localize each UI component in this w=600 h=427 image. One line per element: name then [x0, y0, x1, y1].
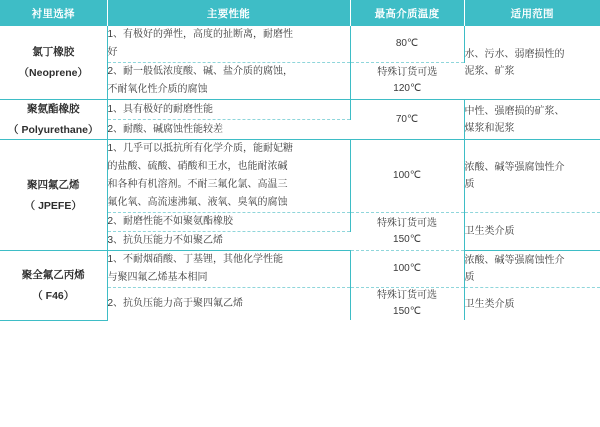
properties-cell	[107, 213, 350, 232]
temp-value: 100℃	[393, 263, 421, 274]
scope-cell	[464, 251, 600, 288]
max-temp-cell	[350, 251, 464, 288]
column-header-max-temp: 最高介质温度	[350, 0, 464, 26]
table-header-row	[0, 0, 600, 26]
temp-note: 特殊订货可选	[377, 67, 438, 78]
scope-line: 卫生类介质	[464, 226, 515, 237]
table-row	[0, 100, 600, 120]
property-line: 1、有极好的弹性，高度的扯断离，耐磨性	[107, 29, 294, 40]
scope-cell	[464, 26, 600, 100]
column-header-properties: 主要性能	[107, 0, 350, 26]
property-line: 2、耐磨性能不如聚氨酯橡胶	[107, 216, 234, 227]
property-line: 2、抗负压能力高于聚四氟乙烯	[107, 298, 244, 309]
properties-cell	[107, 288, 350, 321]
temp-value: 100℃	[393, 170, 421, 181]
temp-value: 150℃	[393, 233, 421, 245]
lining-name-en: （ F46）	[32, 289, 75, 302]
properties-cell	[107, 63, 350, 100]
lining-name-cn: 聚四氟乙烯	[27, 178, 80, 191]
temp-value: 80℃	[395, 38, 419, 49]
scope-line: 浓酸、碱等强腐蚀性介	[464, 162, 565, 173]
scope-line: 中性、强磨损的矿浆、	[464, 105, 565, 117]
lining-name-en: （ JPEFE）	[24, 199, 82, 212]
scope-line: 泥浆、矿浆	[464, 65, 515, 77]
properties-cell	[107, 251, 350, 288]
lining-name-cn: 聚氨酯橡胶	[27, 103, 80, 115]
max-temp-cell	[350, 26, 464, 63]
table-row	[0, 140, 600, 213]
property-line: 1、不耐烟硝酸、丁基锂，其他化学性能	[107, 254, 284, 265]
scope-cell	[464, 100, 600, 140]
properties-cell	[107, 26, 350, 63]
scope-line: 质	[464, 179, 475, 190]
property-line: 1、具有极好的耐磨性能	[107, 103, 214, 115]
scope-line: 水、污水、弱磨损性的	[464, 48, 565, 60]
scope-line: 卫生类介质	[464, 298, 515, 310]
scope-cell	[464, 288, 600, 321]
temp-note: 特殊订货可选	[377, 290, 437, 301]
property-line: 氟化氧、高流速沸氟、液氧、臭氧的腐蚀	[107, 197, 288, 208]
lining-name-cell	[0, 26, 107, 100]
property-line: 的盐酸、硫酸、硝酸和王水，也能耐浓碱	[107, 161, 288, 172]
scope-line: 质	[464, 272, 475, 283]
property-line: 不耐氧化性介质的腐蚀	[107, 84, 208, 95]
property-line: 与聚四氟乙烯基本相同	[107, 272, 208, 283]
column-header-scope: 适用范围	[464, 0, 600, 26]
temp-value: 120℃	[393, 83, 422, 94]
scope-line: 浓酸、碱等强腐蚀性介	[464, 255, 565, 266]
table-header	[0, 0, 600, 26]
lining-name-en: （ Polyurethane）	[8, 124, 99, 136]
table-row	[0, 251, 600, 288]
property-line: 3、抗负压能力不如聚乙烯	[107, 235, 224, 246]
lining-name-cell	[0, 140, 107, 251]
temp-note: 特殊订货可选	[377, 217, 437, 229]
scope-line: 煤浆和泥浆	[464, 122, 515, 134]
property-line: 2、耐一般低浓度酸、碱、盐介质的腐蚀，	[107, 66, 294, 77]
property-line: 好	[107, 47, 118, 58]
lining-name-cn: 聚全氟乙丙烯	[21, 268, 85, 281]
scope-cell	[464, 213, 600, 251]
temp-value: 150℃	[393, 306, 421, 317]
property-line: 1、几乎可以抵抗所有化学介质，能耐妃糖	[107, 143, 294, 154]
properties-cell	[107, 232, 350, 251]
table-row	[0, 26, 600, 63]
lining-name-en: （Neoprene）	[18, 67, 88, 79]
property-line: 和各种有机溶剂。不耐三氟化氯、高温三	[107, 179, 288, 190]
lining-name-cell	[0, 251, 107, 321]
table-body	[0, 26, 600, 320]
lining-name-cell	[0, 100, 107, 140]
max-temp-cell	[350, 63, 464, 100]
max-temp-cell	[350, 140, 464, 213]
max-temp-cell	[350, 100, 464, 140]
scope-cell	[464, 140, 600, 213]
property-line: 2、耐酸、碱腐蚀性能较差	[107, 123, 224, 135]
temp-value: 70℃	[395, 113, 419, 125]
properties-cell	[107, 140, 350, 213]
max-temp-cell	[350, 213, 464, 251]
lining-name-cn: 氯丁橡胶	[32, 46, 75, 58]
column-header-lining: 衬里选择	[0, 0, 107, 26]
properties-cell	[107, 100, 350, 120]
max-temp-cell	[350, 288, 464, 321]
properties-cell	[107, 120, 350, 140]
